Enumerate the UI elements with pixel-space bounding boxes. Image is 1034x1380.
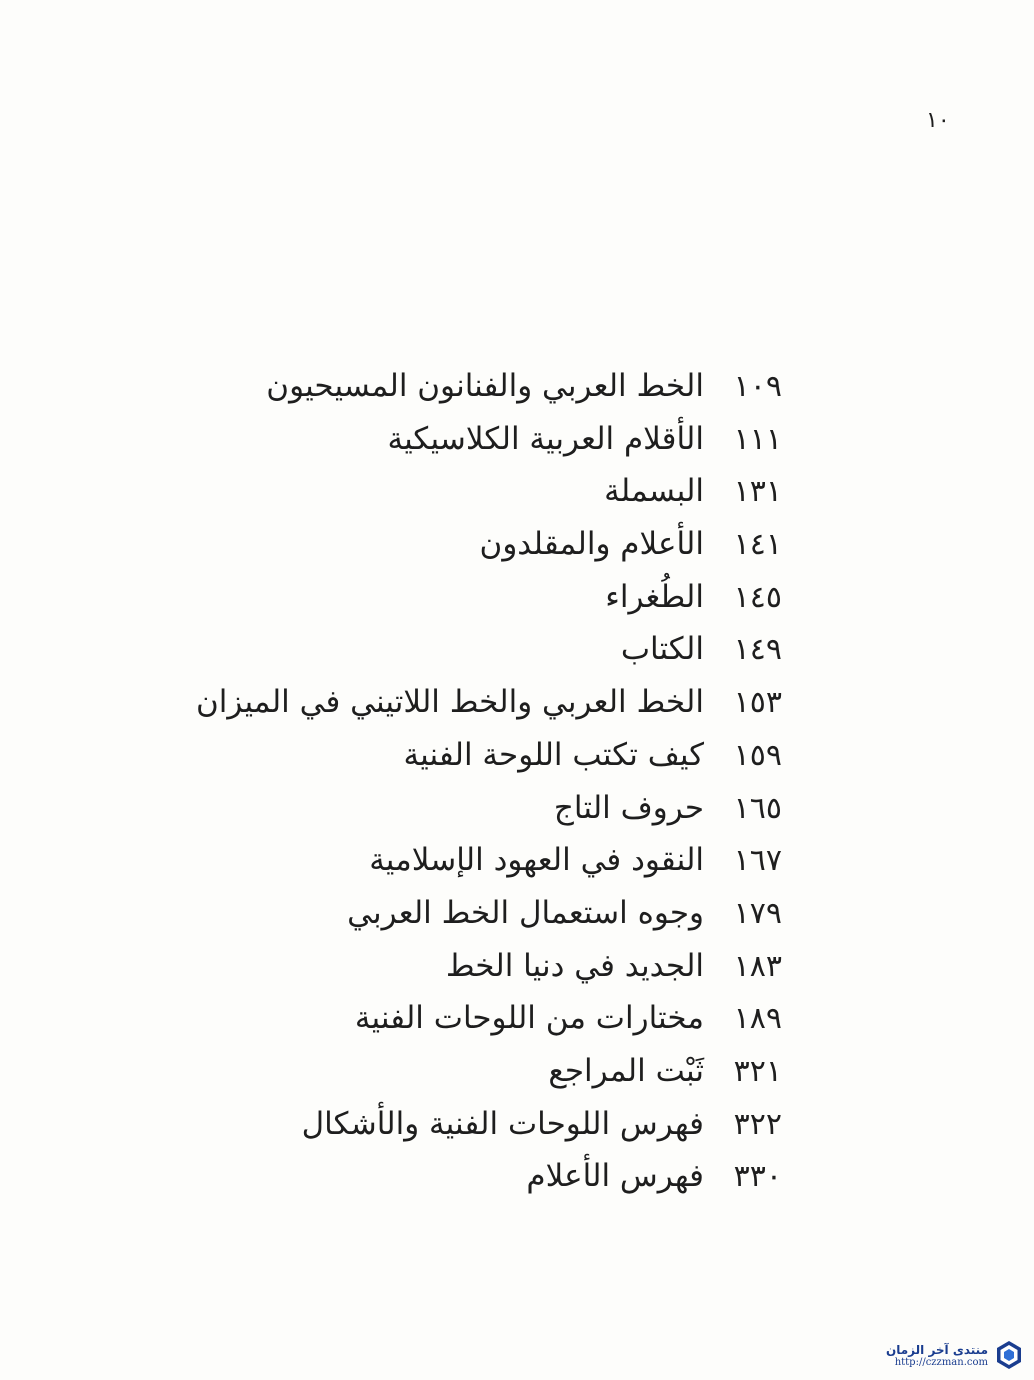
- forum-watermark: [886, 1340, 1024, 1370]
- toc-title: النقود في العهود الإسلامية: [369, 842, 704, 879]
- toc-page-number: ١٨٣: [733, 948, 782, 984]
- toc-title: فهرس اللوحات الفنية والأشكال: [301, 1105, 704, 1142]
- table-of-contents: [162, 368, 782, 1211]
- toc-entry: [162, 948, 782, 1001]
- watermark-text: [886, 1343, 988, 1368]
- toc-title: الخط العربي والفنانون المسيحيون: [266, 368, 704, 404]
- toc-title: ثَبْت المراجع: [548, 1052, 704, 1089]
- toc-entry: [162, 1000, 782, 1053]
- toc-page-number: ١٦٥: [733, 790, 782, 826]
- page-number: ١٠: [926, 108, 950, 133]
- toc-title: فهرس الأعلام: [526, 1158, 704, 1195]
- toc-page-number: ٣٣٠: [733, 1159, 782, 1195]
- toc-title: الأقلام العربية الكلاسيكية: [387, 420, 704, 457]
- toc-entry: [162, 684, 782, 737]
- toc-page-number: ١٣١: [733, 474, 782, 510]
- toc-entry: [162, 368, 782, 421]
- toc-title: حروف التاج: [553, 789, 704, 826]
- toc-title: الكتاب: [620, 631, 704, 668]
- hexagon-logo-icon: [994, 1340, 1024, 1370]
- toc-entry: [162, 631, 782, 684]
- toc-title: كيف تكتب اللوحة الفنية: [403, 736, 704, 773]
- toc-page-number: ١٥٩: [733, 737, 782, 773]
- toc-page-number: ١٤١: [733, 527, 782, 563]
- toc-entry: [162, 895, 782, 948]
- toc-title: مختارات من اللوحات الفنية: [354, 1000, 704, 1037]
- toc-page-number: ١٨٩: [733, 1001, 782, 1037]
- toc-entry: [162, 842, 782, 895]
- toc-page-number: ١٥٣: [733, 685, 782, 721]
- toc-entry: [162, 790, 782, 843]
- toc-entry: [162, 473, 782, 526]
- toc-title: وجوه استعمال الخط العربي: [347, 894, 704, 931]
- toc-entry: [162, 1053, 782, 1106]
- toc-title: الجديد في دنيا الخط: [445, 947, 704, 984]
- toc-page-number: ١١١: [733, 421, 782, 457]
- toc-page-number: ١٠٩: [733, 369, 782, 404]
- toc-entry: [162, 1158, 782, 1211]
- toc-page-number: ١٤٥: [733, 579, 782, 615]
- toc-page-number: ١٦٧: [733, 843, 782, 879]
- toc-page-number: ١٧٩: [733, 895, 782, 931]
- toc-entry: [162, 421, 782, 474]
- toc-page-number: ١٤٩: [733, 632, 782, 668]
- watermark-title: منتدى آخر الزمان: [886, 1342, 988, 1357]
- watermark-url: http://czzman.com: [894, 1356, 988, 1368]
- toc-title: الخط العربي والخط اللاتيني في الميزان: [195, 684, 704, 721]
- toc-entry: [162, 579, 782, 632]
- toc-title: الطُغراء: [605, 578, 704, 615]
- toc-title: البسملة: [604, 473, 704, 510]
- toc-entry: [162, 526, 782, 579]
- toc-title: الأعلام والمقلدون: [479, 526, 704, 563]
- toc-page-number: ٣٢١: [733, 1053, 782, 1089]
- toc-page-number: ٣٢٢: [733, 1106, 782, 1142]
- toc-entry: [162, 1106, 782, 1159]
- toc-entry: [162, 737, 782, 790]
